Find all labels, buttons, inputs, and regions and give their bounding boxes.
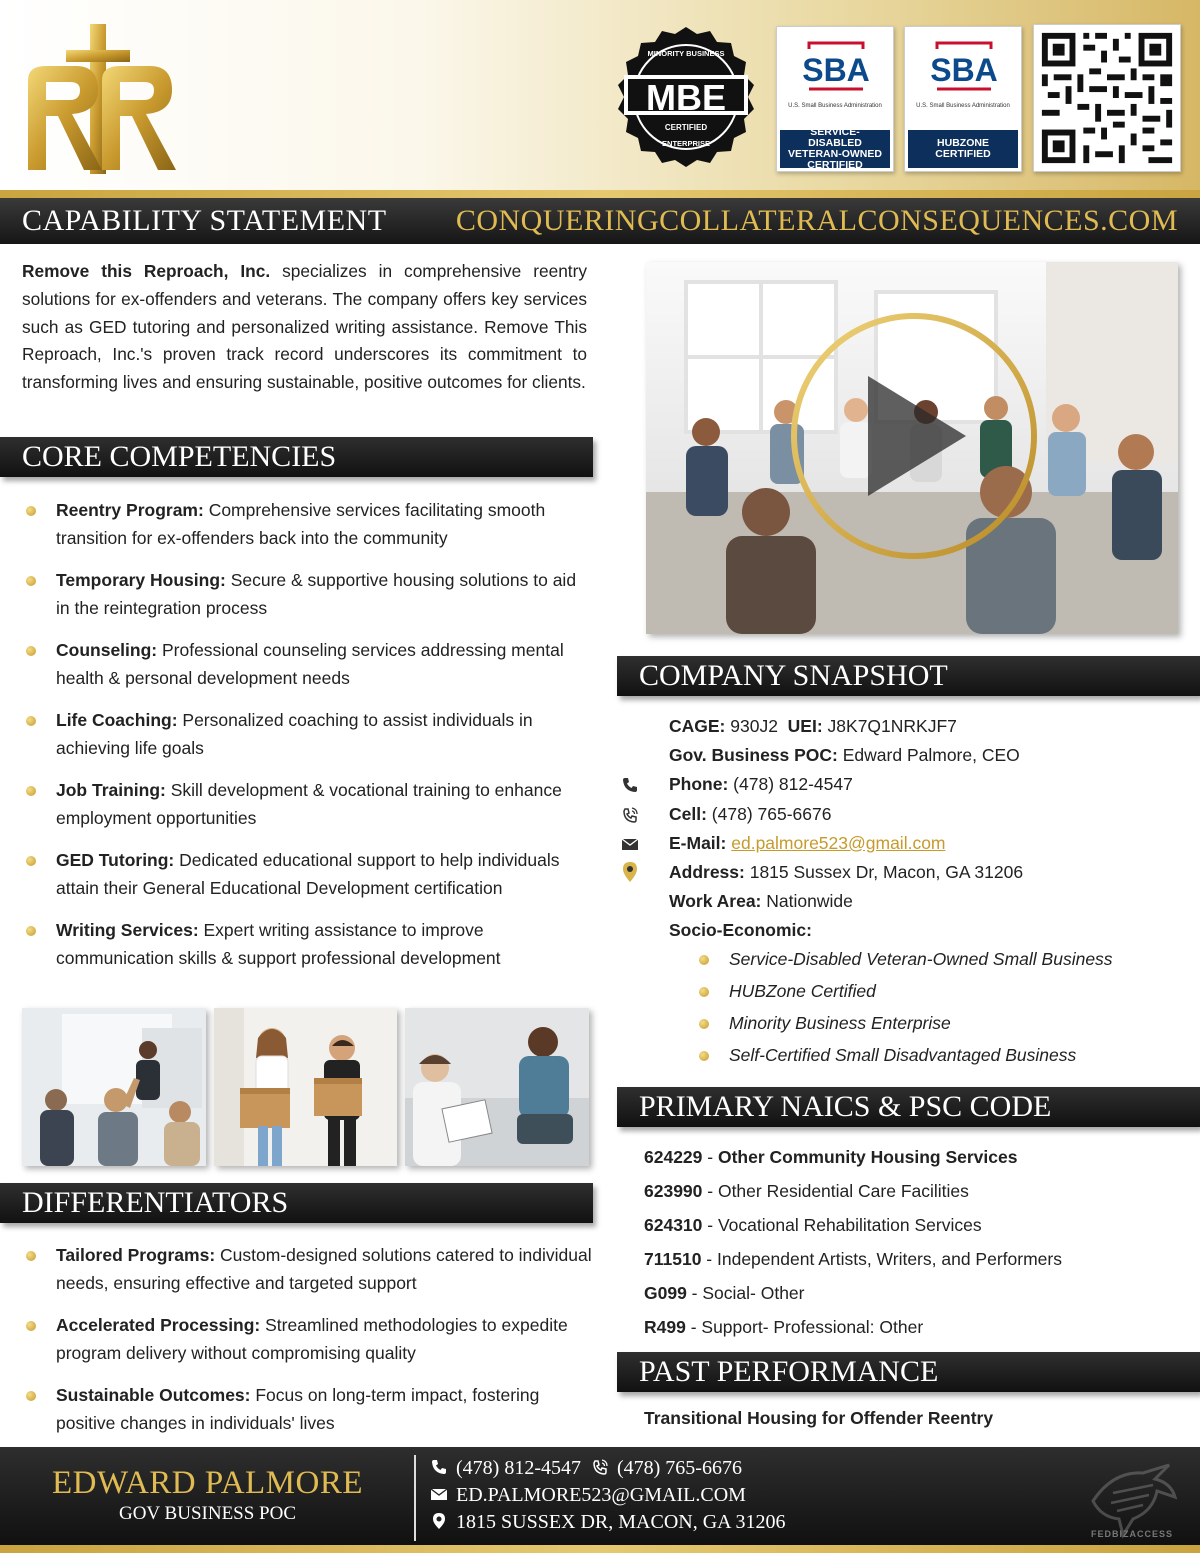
item-text: Secure & supportive housing solutions to aid in the reintegration process — [56, 570, 577, 618]
intro-paragraph — [22, 258, 587, 397]
sba-sub-text: U.S. Small Business Administration — [788, 103, 882, 109]
list-item — [22, 777, 592, 832]
list-item — [22, 707, 592, 762]
location-pin-icon — [621, 861, 639, 883]
work-area-value: Nationwide — [761, 891, 853, 912]
header — [0, 0, 1200, 196]
phone-row — [645, 770, 1185, 799]
phone-value[interactable]: (478) 812-4547 — [728, 774, 853, 795]
section-company-snapshot: COMPANY SNAPSHOT — [617, 656, 1200, 696]
svg-text:SBA: SBA — [930, 52, 998, 88]
sba-logo-icon — [795, 41, 877, 97]
list-item: Self-Certified Small Disadvantaged Business — [695, 1042, 1185, 1070]
differentiators-list — [22, 1242, 592, 1452]
list-item — [22, 567, 592, 622]
address-label: Address: — [669, 862, 745, 883]
cell-row — [645, 800, 1185, 829]
list-item — [22, 497, 592, 552]
naics-row — [644, 1208, 1184, 1242]
past-performance-item: Transitional Housing for Offender Reentry — [644, 1408, 994, 1428]
footer-phone[interactable]: (478) 812-4547 — [456, 1457, 581, 1479]
email-row — [645, 829, 1185, 858]
phone-icon — [430, 1458, 448, 1476]
svg-text:SBA: SBA — [802, 52, 870, 88]
naics-desc: - Independent Artists, Writers, and Performers — [701, 1249, 1062, 1269]
intro-text: specializes in comprehensive reentry solutions for ex-offenders and veterans. The company offers key services such as GED tutoring and personalized writing assistance. Remove This Reproach, Inc.'s proven track record underscores its commitment to transforming lives and ensuring sustainable, positive outcomes for clients. — [22, 261, 587, 393]
address-row — [645, 858, 1185, 887]
email-label: E-Mail: — [669, 832, 727, 853]
section-past-performance: PAST PERFORMANCE — [617, 1352, 1200, 1392]
sba-sdvosb-badge — [776, 26, 894, 172]
item-title: Counseling: — [56, 640, 158, 660]
list-item — [22, 637, 592, 692]
poc-label: Gov. Business POC: — [669, 745, 838, 766]
mbe-certified-badge — [616, 22, 756, 172]
psc-row — [644, 1310, 1184, 1344]
naics-list — [644, 1140, 1184, 1344]
item-title: Temporary Housing: — [56, 570, 226, 590]
core-competencies-list — [22, 497, 592, 987]
psc-row — [644, 1276, 1184, 1310]
naics-desc: - Vocational Rehabilitation Services — [702, 1215, 982, 1235]
item-title: Sustainable Outcomes: — [56, 1385, 251, 1405]
item-title: Life Coaching: — [56, 710, 178, 730]
poc-value: Edward Palmore, CEO — [837, 745, 1020, 766]
section-naics-psc: PRIMARY NAICS & PSC CODE — [617, 1087, 1200, 1127]
item-title: Accelerated Processing: — [56, 1315, 261, 1335]
item-title: GED Tutoring: — [56, 850, 175, 870]
psc-code: R499 — [644, 1317, 686, 1337]
footer-email-line — [430, 1484, 746, 1507]
rtr-monogram-logo-icon — [20, 20, 180, 180]
email-link[interactable]: ed.palmore523@gmail.com — [731, 832, 946, 853]
footer — [0, 1447, 1200, 1547]
naics-code: 624229 — [644, 1147, 703, 1167]
document-title: CAPABILITY STATEMENT — [22, 204, 387, 237]
item-text: Custom-designed solutions catered to individual needs, ensuring effective and targeted support — [56, 1245, 592, 1293]
moving-boxes-photo — [214, 1008, 397, 1166]
naics-row — [644, 1174, 1184, 1208]
footer-phones — [430, 1457, 742, 1480]
naics-desc: - — [702, 1147, 718, 1167]
item-title: Job Training: — [56, 780, 166, 800]
mbe-top-text: MINORITY BUSINESS — [647, 49, 725, 58]
footer-divider — [414, 1455, 416, 1541]
sba-hubzone-badge — [904, 26, 1022, 172]
company-name: Remove this Reproach, Inc. — [22, 261, 271, 281]
mbe-main-text: MBE — [646, 77, 726, 118]
psc-code: G099 — [644, 1283, 687, 1303]
work-area-label: Work Area: — [669, 891, 762, 912]
mbe-certified-text: CERTIFIED — [664, 123, 708, 132]
footer-address: 1815 SUSSEX DR, MACON, GA 31206 — [456, 1511, 786, 1533]
cell-phone-icon — [621, 806, 639, 824]
socio-economic-label: Socio-Economic: — [669, 920, 812, 941]
list-item — [22, 1242, 592, 1297]
phone-icon — [621, 776, 639, 794]
item-text: Dedicated educational support to help individuals attain their General Educational Development certification — [56, 850, 560, 898]
company-snapshot — [645, 712, 1185, 946]
list-item — [22, 1382, 592, 1437]
uei-label: UEI: — [787, 716, 823, 736]
item-text: Professional counseling services addressing mental health & personal development needs — [56, 640, 564, 688]
work-area-row — [645, 887, 1185, 916]
naics-row — [644, 1242, 1184, 1276]
list-item: Service-Disabled Veteran-Owned Small Business — [695, 946, 1185, 974]
list-item — [22, 1312, 592, 1367]
cell-phone-icon — [591, 1458, 609, 1476]
cell-value[interactable]: (478) 765-6676 — [706, 803, 832, 824]
uei-value: J8K7Q1NRKJF7 — [822, 716, 957, 736]
section-differentiators: DIFFERENTIATORS — [0, 1183, 593, 1223]
header-gold-rule — [0, 190, 1200, 198]
footer-address-line — [430, 1511, 786, 1534]
socio-economic-row — [645, 916, 1185, 945]
sba-logo-icon — [923, 41, 1005, 97]
naics-code: 623990 — [644, 1181, 703, 1201]
footer-gold-rule — [0, 1545, 1200, 1553]
list-item: Minority Business Enterprise — [695, 1010, 1185, 1038]
list-item: HUBZone Certified — [695, 978, 1185, 1006]
section-core-competencies: CORE COMPETENCIES — [0, 437, 593, 477]
footer-email[interactable]: ED.PALMORE523@GMAIL.COM — [456, 1484, 746, 1506]
item-text: Skill development & vocational training to enhance employment opportunities — [56, 780, 562, 828]
item-text: Expert writing assistance to improve communication skills & support professional development — [56, 920, 501, 968]
support-group-video[interactable] — [646, 262, 1178, 634]
cage-uei-row — [645, 712, 1185, 741]
cage-value: 930J2 — [725, 716, 778, 736]
naics-code: 711510 — [644, 1249, 702, 1269]
title-bar — [0, 198, 1200, 244]
poc-row — [645, 741, 1185, 770]
fedbizaccess-brand: FEDBIZACCESS — [1090, 1529, 1173, 1539]
cell-label: Cell: — [669, 803, 707, 824]
classroom-photo — [22, 1008, 206, 1166]
address-value: 1815 Sussex Dr, Macon, GA 31206 — [744, 862, 1024, 883]
item-text: Personalized coaching to assist individuals in achieving life goals — [56, 710, 533, 758]
list-item — [22, 917, 592, 972]
item-title: Reentry Program: — [56, 500, 204, 520]
naics-row — [644, 1140, 1184, 1174]
envelope-icon — [621, 835, 639, 853]
mbe-bottom-text: ENTERPRISE — [662, 139, 710, 148]
phone-label: Phone: — [669, 774, 729, 795]
counseling-session-photo — [405, 1008, 589, 1166]
cage-label: CAGE: — [669, 716, 726, 736]
qr-code-icon[interactable] — [1033, 24, 1181, 172]
footer-cell[interactable]: (478) 765-6676 — [616, 1457, 742, 1479]
psc-desc: - Social- Other — [686, 1283, 805, 1303]
naics-name: Other Community Housing Services — [717, 1147, 1018, 1167]
hubzone-band: HUBZONE CERTIFIED — [908, 130, 1018, 168]
sba-sub-text: U.S. Small Business Administration — [916, 103, 1010, 109]
naics-code: 624310 — [644, 1215, 703, 1235]
envelope-icon — [430, 1485, 448, 1503]
location-pin-icon — [430, 1512, 448, 1530]
list-item — [22, 847, 592, 902]
item-title: Writing Services: — [56, 920, 199, 940]
socio-economic-list — [695, 946, 1185, 1074]
item-text: Focus on long-term impact, fostering positive changes in individuals' lives — [56, 1385, 540, 1433]
item-text: Streamlined methodologies to expedite program delivery without compromising quality — [56, 1315, 568, 1363]
footer-role: GOV BUSINESS POC — [118, 1503, 297, 1524]
naics-desc: - Other Residential Care Facilities — [702, 1181, 969, 1201]
footer-name: EDWARD PALMORE — [51, 1465, 364, 1501]
item-title: Tailored Programs: — [56, 1245, 216, 1265]
item-text: Comprehensive services facilitating smooth transition for ex-offenders back into the community — [56, 500, 546, 548]
psc-desc: - Support- Professional: Other — [685, 1317, 924, 1337]
sdvosb-band: SERVICE-DISABLED VETERAN-OWNED CERTIFIED — [780, 130, 890, 168]
website-link[interactable]: CONQUERINGCOLLATERALCONSEQUENCES.COM — [455, 204, 1178, 237]
